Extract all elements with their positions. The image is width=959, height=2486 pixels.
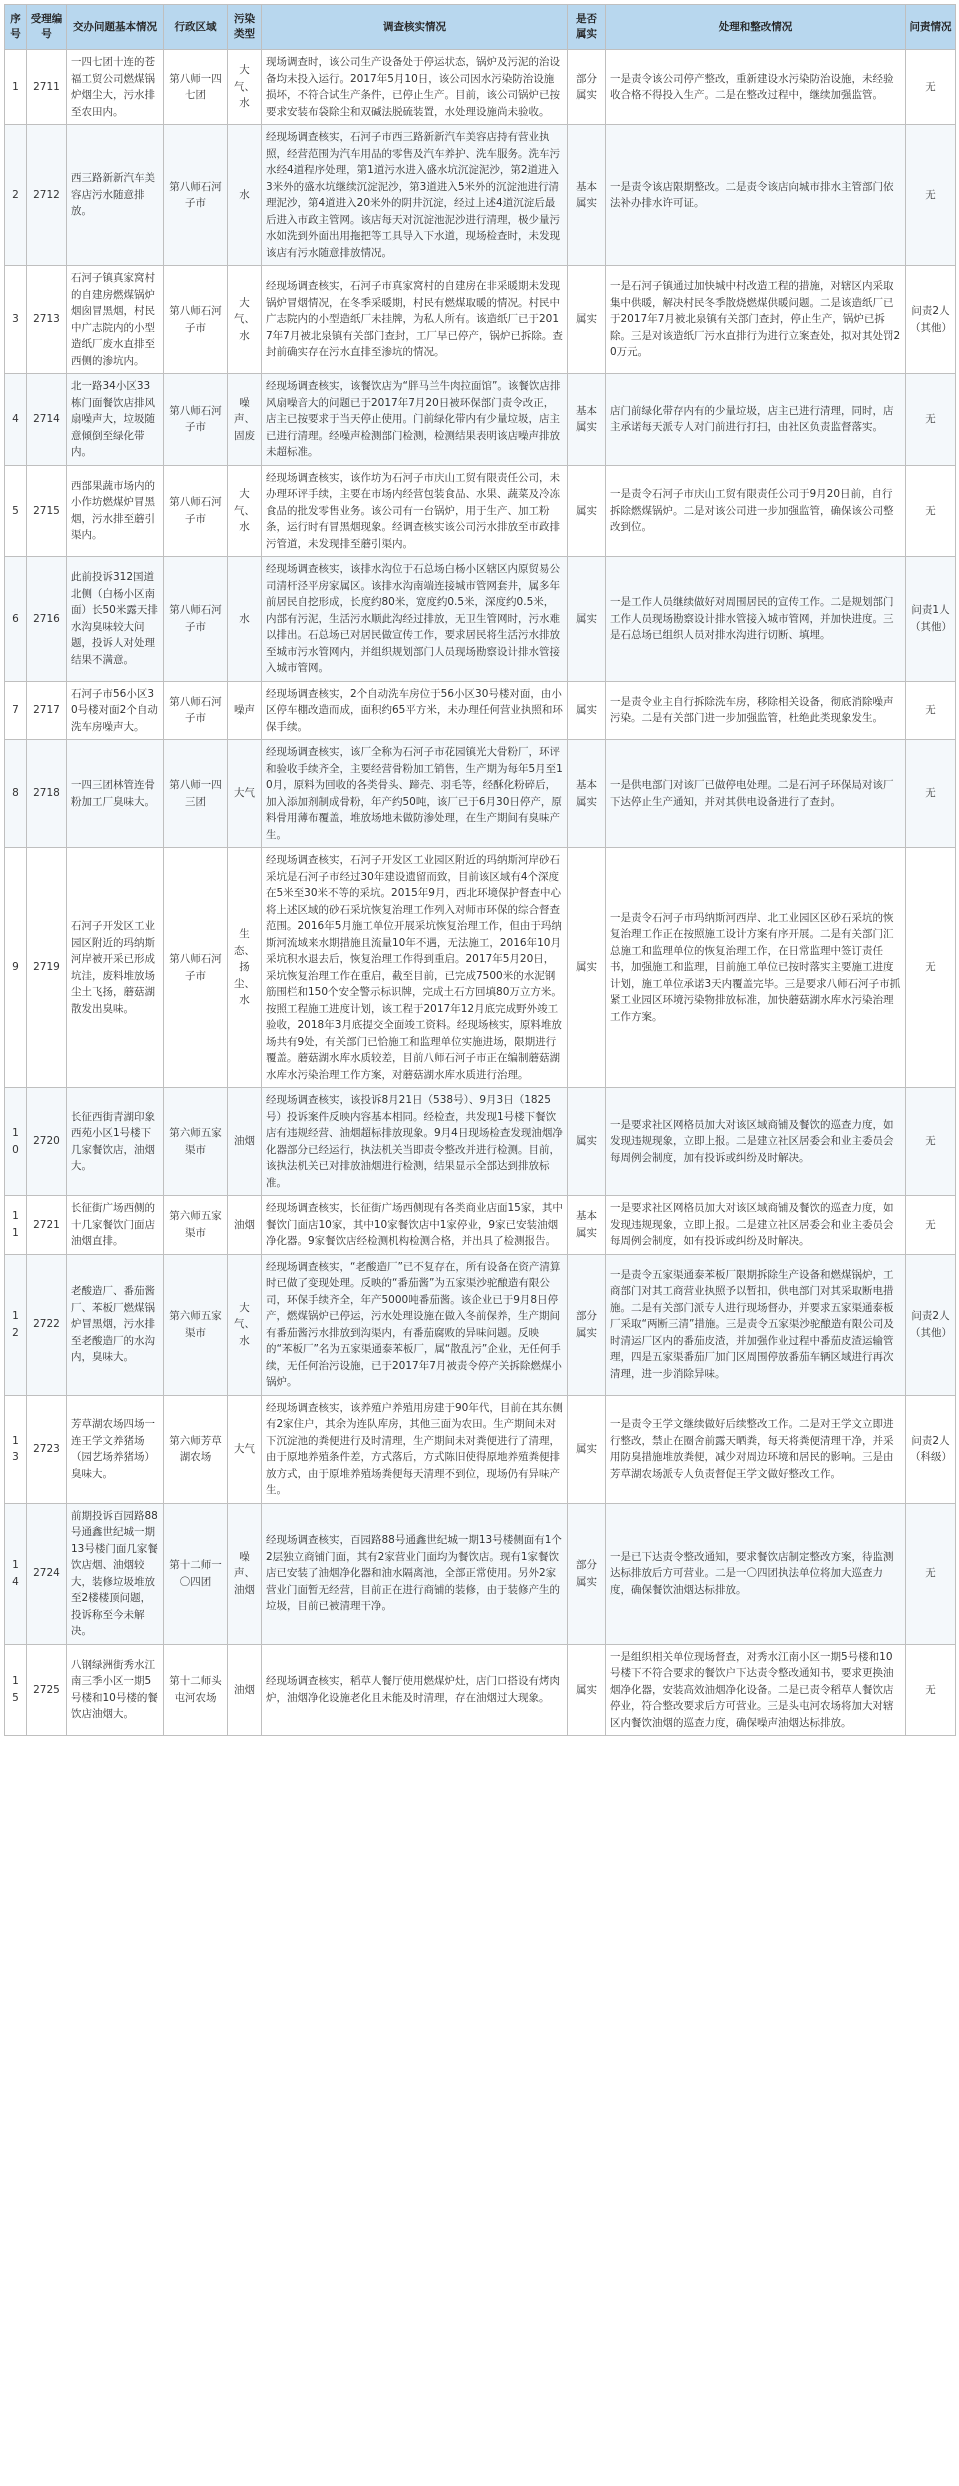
row-id-cell: 2711	[27, 50, 67, 125]
row-accountability-cell: 无	[906, 50, 956, 125]
row-verified-cell: 属实	[568, 266, 606, 374]
row-no-cell: 3	[5, 266, 27, 374]
row-region-cell: 第八师一四三团	[164, 740, 228, 848]
row-verified-cell: 属实	[568, 465, 606, 557]
row-id-cell: 2722	[27, 1254, 67, 1395]
table-row	[5, 1254, 956, 1395]
row-investigation-cell: 经现场调查核实，该投诉8月21日（538号）、9月3日（1825号）投诉案件反映内容基本相同。经检查，共发现1号楼下餐饮店有违规经营、油烟超标排放现象。9月4日现场检查发现油烟净化器部分已经运行，执法机关当即责令整改并进行检测。目前，该执法机关已对排放油烟进行检测，结果显示全部达到排放标准。	[262, 1088, 568, 1196]
row-type-cell: 油烟	[228, 1644, 262, 1736]
row-investigation-cell: 现场调查时，该公司生产设备处于停运状态，锅炉及污泥的治设备均未投入运行。2017年5月10日，该公司因水污染防治设施损坏，不符合试生产条件，已停止生产。目前，该公司锅炉已按要求安装布袋除尘和双碱法脱硫装置，水处理设施尚未验收。	[262, 50, 568, 125]
row-region-cell: 第八师石河子市	[164, 848, 228, 1088]
row-issue-cell: 北一路34小区33栋门面餐饮店排风扇噪声大，垃圾随意倾倒至绿化带内。	[67, 374, 164, 466]
row-verified-cell: 属实	[568, 848, 606, 1088]
row-accountability-cell: 无	[906, 1503, 956, 1644]
row-no-cell: 7	[5, 681, 27, 740]
row-handling-cell: 一是责令五家渠通泰苯板厂限期拆除生产设备和燃煤锅炉，工商部门对其工商营业执照予以暂扣，供电部门对其采取断电措施。二是有关部门派专人进行现场督办，并要求五家渠通泰板厂采取“两断三清”措施。三是责令五家渠沙驼酿造有限公司及时清运厂区内的番茄皮渣，并加强作业过程中番茄皮渣运输管理，四是五家渠番茄厂加门区周围停放番茄车辆区域进行再次清理，进一步消除异味。	[606, 1254, 906, 1395]
row-type-cell: 噪声、固废	[228, 374, 262, 466]
table-row	[5, 465, 956, 557]
row-no-cell: 6	[5, 557, 27, 682]
row-accountability-cell: 无	[906, 1196, 956, 1255]
row-investigation-cell: 经现场调查核实，该作坊为石河子市庆山工贸有限责任公司，未办理环评手续，主要在市场内经营包装食品、水果、蔬菜及冷冻食品的批发零售业务。该公司有一台锅炉，用于生产、加工粉条，运行时有冒黑烟现象。经调查核实该公司污水排放至市政排污管道，未发现排至蘑引渠内。	[262, 465, 568, 557]
row-no-cell: 13	[5, 1395, 27, 1503]
row-accountability-cell: 问责2人（其他）	[906, 1254, 956, 1395]
row-issue-cell: 老酸造厂、番茄酱厂、苯板厂燃煤锅炉冒黑烟，污水排至老酸造厂的水沟内，臭味大。	[67, 1254, 164, 1395]
row-investigation-cell: 经现场调查核实，该养殖户养殖用房建于90年代，目前在其东侧有2家住户，其余为连队库房，其他三面为农田。生产期间未对下沉淀池的粪便进行及时清理，生产期间未对粪便进行了清理，由于原地养殖条件差，方式落后，方式陈旧使得原地养殖粪便排放方式，由于原堆养殖场粪便每天清理不到位，现场仍有异味产生。	[262, 1395, 568, 1503]
row-region-cell: 第六师五家渠市	[164, 1254, 228, 1395]
row-verified-cell: 部分属实	[568, 50, 606, 125]
row-id-cell: 2720	[27, 1088, 67, 1196]
header-handling: 处理和整改情况	[606, 5, 906, 50]
row-region-cell: 第八师石河子市	[164, 465, 228, 557]
row-region-cell: 第八师石河子市	[164, 374, 228, 466]
table-row	[5, 1196, 956, 1255]
row-id-cell: 2725	[27, 1644, 67, 1736]
row-no-cell: 11	[5, 1196, 27, 1255]
row-no-cell: 15	[5, 1644, 27, 1736]
row-id-cell: 2724	[27, 1503, 67, 1644]
row-issue-cell: 石河子市56小区30号楼对面2个自动洗车房噪声大。	[67, 681, 164, 740]
header-no: 序号	[5, 5, 27, 50]
row-accountability-cell: 无	[906, 848, 956, 1088]
row-investigation-cell: 经现场调查核实，“老酸造厂”已不复存在，所有设备在资产清算时已做了变现处理。反映的“番茄酱”为五家渠沙驼酿造有限公司，环保手续齐全，年产5000吨番茄酱。该企业已于9月8日停产，燃煤锅炉已停运，污水处理设施在做入冬前保养，生产期间有番茄酱污水排放到沟渠内，有番茄腐败的异味问题。反映的“苯板厂”名为五家渠通泰苯板厂，属“散乱污”企业，无任何手续，无任何治污设施，已于2017年7月被责令停产关拆除燃煤小锅炉。	[262, 1254, 568, 1395]
row-handling-cell: 店门前绿化带存内有的少量垃圾，店主已进行清理，同时，店主承诺每天派专人对门前进行打扫，由社区负责监督落实。	[606, 374, 906, 466]
row-investigation-cell: 经现场调查核实，该排水沟位于石总场白杨小区辖区内原贸易公司清杆泾平房家属区。该排水沟南端连接城市管网套井，属多年前居民自挖形成，长度约80米，宽度约0.5米，深度约0.5米，内部有污泥，生活污水顺此沟经过排放，无卫生管网时，污水难以排出。石总场已对居民做宣传工作，要求居民将生活污水排放至城市污水管网内，并组织规划部门人员现场勘察设计排水管接入城市管网。	[262, 557, 568, 682]
row-type-cell: 生态、扬尘、水	[228, 848, 262, 1088]
row-handling-cell: 一是要求社区网格员加大对该区域商铺及餐饮的巡查力度，如发现违规现象，立即上报。二是建立社区居委会和业主委员会每周例会制度，如有投诉或纠纷及时解决。	[606, 1196, 906, 1255]
table-body	[5, 50, 956, 1736]
row-investigation-cell: 经现场调查核实，2个自动洗车房位于56小区30号楼对面，由小区停车棚改造而成，面积约65平方米，未办理任何营业执照和环保手续。	[262, 681, 568, 740]
row-issue-cell: 长征街广场西侧的十几家餐饮门面店油烟直排。	[67, 1196, 164, 1255]
row-investigation-cell: 经现场调查核实，该餐饮店为“胖马兰牛肉拉面馆”。该餐饮店排风扇噪音大的问题已于2017年7月20日被环保部门责令改正，店主已按要求于当天停止使用。门前绿化带内有少量垃圾，店主已进行清理。经噪声检测部门检测，检测结果表明该店噪声排放未超标准。	[262, 374, 568, 466]
row-accountability-cell: 无	[906, 465, 956, 557]
row-no-cell: 9	[5, 848, 27, 1088]
row-handling-cell: 一是已下达责令整改通知，要求餐饮店制定整改方案，待监测达标排放后方可营业。二是一〇四团执法单位将加大巡查力度，确保餐饮油烟达标排放。	[606, 1503, 906, 1644]
row-investigation-cell: 经现场调查核实，长征街广场西侧现有各类商业店面15家，其中餐饮门面店10家，其中10家餐饮店中1家停业，9家已安装油烟净化器。9家餐饮店经检测机构检测合格，并出具了检测报告。	[262, 1196, 568, 1255]
row-issue-cell: 石河子开发区工业园区附近的玛纳斯河岸被开采已形成坑洼，废料堆放场尘土飞扬，蘑菇湖散发出臭味。	[67, 848, 164, 1088]
row-handling-cell: 一是组织相关单位现场督查，对秀水江南小区一期5号楼和10号楼下不符合要求的餐饮户下达责令整改通知书，要求更换油烟净化器，安装高效油烟净化设备。二是已责令稻草人餐饮店停业，符合整改要求后方可营业。三是头屯河农场将加大对辖区内餐饮油烟的巡查力度，确保噪声油烟达标排放。	[606, 1644, 906, 1736]
row-no-cell: 12	[5, 1254, 27, 1395]
row-region-cell: 第八师石河子市	[164, 125, 228, 266]
row-type-cell: 大气、水	[228, 50, 262, 125]
row-issue-cell: 八钢绿洲街秀水江南三季小区一期5号楼和10号楼的餐饮店油烟大。	[67, 1644, 164, 1736]
table-row	[5, 1395, 956, 1503]
row-id-cell: 2716	[27, 557, 67, 682]
table-header-row	[5, 5, 956, 50]
row-handling-cell: 一是供电部门对该厂已做停电处理。二是石河子环保局对该厂下达停止生产通知，并对其供电设备进行了查封。	[606, 740, 906, 848]
row-investigation-cell: 经现场调查核实，该厂全称为石河子市花园镇光大骨粉厂，环评和验收手续齐全，主要经营骨粉加工销售，生产期为每年5月至10月，原料为回收的各类骨头、蹄壳、羽毛等，经酥化粉碎后，加入添加剂制成骨粉，年产约50吨，该厂已于6月30日停产，原料骨用薄布覆盖，堆放场地未做防渗处理，在生产期间有臭味产生。	[262, 740, 568, 848]
row-no-cell: 4	[5, 374, 27, 466]
row-issue-cell: 西部果蔬市场内的小作坊燃煤炉冒黑烟，污水排至蘑引渠内。	[67, 465, 164, 557]
row-investigation-cell: 经现场调查核实，百园路88号通鑫世纪城一期13号楼侧面有1个2层独立商铺门面，其有2家营业门面均为餐饮店。现有1家餐饮店已安装了油烟净化器和油水隔离池，全部正常使用。另外2家营业门面暂无经营，目前正在进行商铺的装修，由于装修产生的垃圾，目前已被清理干净。	[262, 1503, 568, 1644]
row-region-cell: 第八师一四七团	[164, 50, 228, 125]
row-type-cell: 大气、水	[228, 1254, 262, 1395]
row-handling-cell: 一是责令该店限期整改。二是责令该店向城市排水主管部门依法补办排水许可证。	[606, 125, 906, 266]
row-no-cell: 1	[5, 50, 27, 125]
row-issue-cell: 西三路新新汽车美容店污水随意排放。	[67, 125, 164, 266]
row-handling-cell: 一是责令业主自行拆除洗车房，移除相关设备，彻底消除噪声污染。二是有关部门进一步加强监管，杜绝此类现象发生。	[606, 681, 906, 740]
row-accountability-cell: 无	[906, 740, 956, 848]
row-issue-cell: 一四七团十连的苍福工贸公司燃煤锅炉烟尘大，污水排至农田内。	[67, 50, 164, 125]
row-no-cell: 10	[5, 1088, 27, 1196]
row-type-cell: 噪声、油烟	[228, 1503, 262, 1644]
row-investigation-cell: 经现场调查核实，稻草人餐厅使用燃煤炉灶，店门口搭设有烤肉炉，油烟净化设施老化且未能及时清理，存在油烟过大现象。	[262, 1644, 568, 1736]
row-verified-cell: 属实	[568, 1395, 606, 1503]
row-type-cell: 大气	[228, 740, 262, 848]
table-row	[5, 50, 956, 125]
table-row	[5, 557, 956, 682]
row-handling-cell: 一是责令石河子市庆山工贸有限责任公司于9月20日前，自行拆除燃煤锅炉。二是对该公司进一步加强监管，确保该公司整改到位。	[606, 465, 906, 557]
header-region: 行政区域	[164, 5, 228, 50]
row-handling-cell: 一是责令石河子市玛纳斯河西岸、北工业园区区砂石采坑的恢复治理工作正在按照施工设计方案有序开展。二是有关部门汇总施工和监理单位的恢复治理工作，在日常监理中签订责任书，加强施工和监理，目前施工单位已按时落实主要施工进度计划，施工单位承诺3天内覆盖完毕。三是要求八师石河子市抓紧工业园区环境污染物排放标准，加快蘑菇湖水库水污染治理工作方案。	[606, 848, 906, 1088]
row-accountability-cell: 无	[906, 374, 956, 466]
row-accountability-cell: 问责2人（其他）	[906, 266, 956, 374]
table-row	[5, 266, 956, 374]
row-handling-cell: 一是石河子镇通过加快城中村改造工程的措施，对辖区内采取集中供暖，解决村民冬季散烧燃煤供暖问题。二是该造纸厂已于2017年7月被北泉镇有关部门查封，停止生产，锅炉已拆除。三是对该造纸厂污水直排行为进行立案查处，拟对其处罚20万元。	[606, 266, 906, 374]
row-accountability-cell: 无	[906, 1088, 956, 1196]
row-accountability-cell: 问责2人（科级）	[906, 1395, 956, 1503]
row-region-cell: 第六师五家渠市	[164, 1088, 228, 1196]
row-verified-cell: 属实	[568, 557, 606, 682]
row-id-cell: 2718	[27, 740, 67, 848]
row-type-cell: 大气、水	[228, 266, 262, 374]
row-type-cell: 油烟	[228, 1196, 262, 1255]
row-type-cell: 噪声	[228, 681, 262, 740]
header-accountability: 问责情况	[906, 5, 956, 50]
row-region-cell: 第十二师头屯河农场	[164, 1644, 228, 1736]
row-accountability-cell: 问责1人（其他）	[906, 557, 956, 682]
row-no-cell: 14	[5, 1503, 27, 1644]
table-row	[5, 848, 956, 1088]
row-no-cell: 5	[5, 465, 27, 557]
row-investigation-cell: 经现场调查核实，石河子开发区工业园区附近的玛纳斯河岸砂石采坑是石河子市经过30年建设遗留而致，目前该区域有4个深度在5米至30米不等的采坑。2015年9月，西北环境保护督查中心将上述区域的砂石采坑恢复治理工作列入对师市环保的综合督查范围。2016年5月施工单位开展采坑恢复治理工作，但由于玛纳斯河流域来水期措施且流量10年不遇，无法施工，2016年10月采坑积水退去后，恢复治理工作得到重启。2017年5月20日，采坑恢复治理工作在重启，截至目前，已完成7500米的水泥钢筋围栏和150个安全警示标识牌，完成土石方回填80万立方米。按照工程施工进度计划，该工程于2017年12月底完成野外竣工验收，2018年3月底提交全面竣工资料。经现场核实，原料堆放场共有9处，有关部门已恰施工和监理单位实施进场，限期进行覆盖。蘑菇湖水库水质较差，目前八师石河子市正在编制蘑菇湖水库水污染治理工作方案，对蘑菇湖水库水质进行治理。	[262, 848, 568, 1088]
row-accountability-cell: 无	[906, 681, 956, 740]
row-verified-cell: 基本属实	[568, 1196, 606, 1255]
row-id-cell: 2719	[27, 848, 67, 1088]
header-issue: 交办问题基本情况	[67, 5, 164, 50]
row-no-cell: 8	[5, 740, 27, 848]
table-row	[5, 740, 956, 848]
case-table	[4, 4, 956, 1736]
row-verified-cell: 部分属实	[568, 1254, 606, 1395]
row-type-cell: 大气	[228, 1395, 262, 1503]
row-issue-cell: 前期投诉百园路88号通鑫世纪城一期13号楼门面几家餐饮店烟、油烟较大，装修垃圾堆放至2楼楼顶问题，投诉称至今未解决。	[67, 1503, 164, 1644]
row-handling-cell: 一是工作人员继续做好对周围居民的宣传工作。二是规划部门工作人员现场勘察设计排水管接入城市管网，并加快进度。三是石总场已组织人员对排水沟进行切断、填埋。	[606, 557, 906, 682]
table-row	[5, 1503, 956, 1644]
table-row	[5, 681, 956, 740]
row-verified-cell: 属实	[568, 1088, 606, 1196]
row-verified-cell: 属实	[568, 681, 606, 740]
row-issue-cell: 芳草湖农场四场一连王学文养猪场（园艺场养猪场）臭味大。	[67, 1395, 164, 1503]
row-type-cell: 水	[228, 125, 262, 266]
row-issue-cell: 石河子镇真家窝村的自建房燃煤锅炉烟囱冒黑烟，村民中广志院内的小型造纸厂废水直排至西侧的渗坑内。	[67, 266, 164, 374]
row-id-cell: 2712	[27, 125, 67, 266]
row-handling-cell: 一是责令该公司停产整改，重新建设水污染防治设施，未经验收合格不得投入生产。二是在整改过程中，继续加强监管。	[606, 50, 906, 125]
row-region-cell: 第八师石河子市	[164, 557, 228, 682]
row-id-cell: 2713	[27, 266, 67, 374]
row-investigation-cell: 经现场调查核实，石河子市西三路新新汽车美容店持有营业执照，经营范围为汽车用品的零售及汽车养护、洗车服务。洗车污水经4道程序处理，第1道污水进入盛水坑沉淀泥沙，第2道进入3米外的盛水坑继续沉淀泥沙，第3道进入5米外的沉淀池进行清理泥沙，第4道进入20米外的阴井沉淀，经过上述4道沉淀后最后进入市政主管网。该店每天对沉淀池泥沙进行清理，极少量污水如洗到外面出用拖把等工具导入下水道，现场检查时，未发现该店有污水随意排放情况。	[262, 125, 568, 266]
row-issue-cell: 一四三团林管连骨粉加工厂臭味大。	[67, 740, 164, 848]
row-issue-cell: 此前投诉312国道北侧（白杨小区南面）长50米露天排水沟臭味较大问题，投诉人对处理结果不满意。	[67, 557, 164, 682]
header-verified: 是否属实	[568, 5, 606, 50]
header-investigation: 调查核实情况	[262, 5, 568, 50]
row-handling-cell: 一是责令王学文继续做好后续整改工作。二是对王学文立即进行整改，禁止在圈舍前露天晒粪，每天将粪便清理干净，并采用防臭措施堆放粪便，减少对周边环境和居民的影响。三是由芳草湖农场派专人负责督促王学文做好整改工作。	[606, 1395, 906, 1503]
row-verified-cell: 基本属实	[568, 125, 606, 266]
row-verified-cell: 基本属实	[568, 374, 606, 466]
row-id-cell: 2714	[27, 374, 67, 466]
row-issue-cell: 长征西街青湖印象西苑小区1号楼下几家餐饮店，油烟大。	[67, 1088, 164, 1196]
row-id-cell: 2723	[27, 1395, 67, 1503]
table-row	[5, 374, 956, 466]
row-type-cell: 油烟	[228, 1088, 262, 1196]
row-region-cell: 第八师石河子市	[164, 266, 228, 374]
row-investigation-cell: 经现场调查核实，石河子市真家窝村的自建房在非采暖期未发现锅炉冒烟情况，在冬季采暖期，村民有燃煤取暖的情况。村民中广志院内的小型造纸厂未挂牌，为私人所有。该造纸厂已于2017年7月被北泉镇有关部门查封，工厂早已停产，锅炉已拆除。查封前确实存在污水直排至渗坑的情况。	[262, 266, 568, 374]
row-type-cell: 水	[228, 557, 262, 682]
row-id-cell: 2717	[27, 681, 67, 740]
row-region-cell: 第十二师一〇四团	[164, 1503, 228, 1644]
row-verified-cell: 部分属实	[568, 1503, 606, 1644]
row-verified-cell: 属实	[568, 1644, 606, 1736]
row-handling-cell: 一是要求社区网格员加大对该区域商铺及餐饮的巡查力度，如发现违规现象，立即上报。二是建立社区居委会和业主委员会每周例会制度，加有投诉或纠纷及时解决。	[606, 1088, 906, 1196]
header-type: 污染类型	[228, 5, 262, 50]
header-id: 受理编号	[27, 5, 67, 50]
table-row	[5, 1644, 956, 1736]
row-accountability-cell: 无	[906, 125, 956, 266]
table-row	[5, 125, 956, 266]
row-no-cell: 2	[5, 125, 27, 266]
row-region-cell: 第八师石河子市	[164, 681, 228, 740]
row-type-cell: 大气、水	[228, 465, 262, 557]
row-region-cell: 第六师五家渠市	[164, 1196, 228, 1255]
row-id-cell: 2715	[27, 465, 67, 557]
row-region-cell: 第六师芳草湖农场	[164, 1395, 228, 1503]
row-accountability-cell: 无	[906, 1644, 956, 1736]
row-verified-cell: 基本属实	[568, 740, 606, 848]
table-row	[5, 1088, 956, 1196]
row-id-cell: 2721	[27, 1196, 67, 1255]
